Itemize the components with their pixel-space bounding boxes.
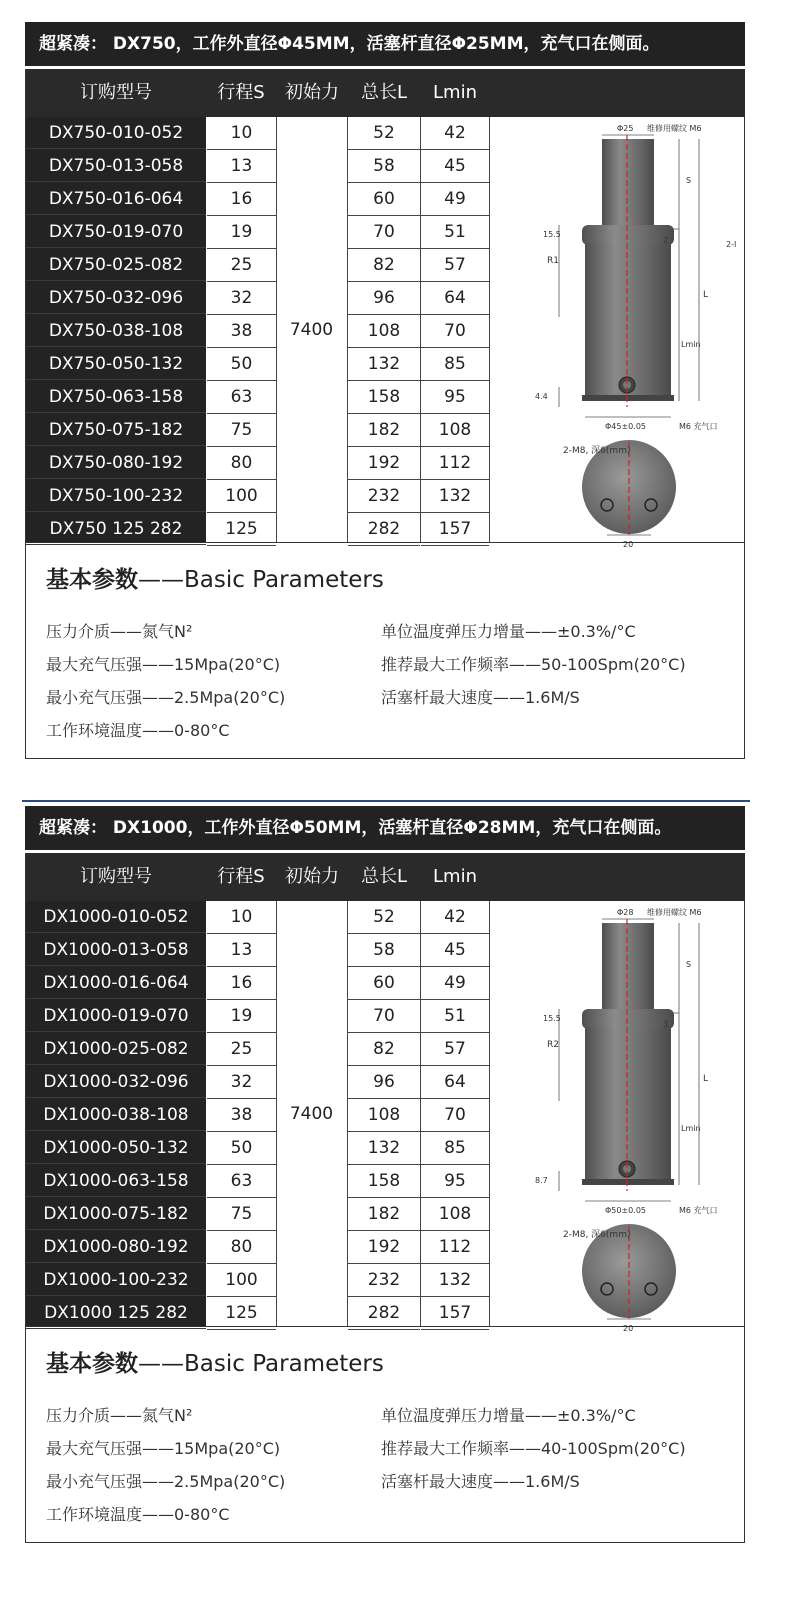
hole-spacing-label: 20 [623, 1324, 634, 1333]
side-label: 2-I [726, 240, 737, 249]
length-cell: 108 [348, 1099, 420, 1132]
lmin-cell: 49 [421, 183, 489, 216]
mount-holes-label: 2-M8, 深6(mm) [563, 446, 631, 456]
radius-label: R1 [547, 256, 559, 266]
length-cell: 132 [348, 348, 420, 381]
lmin-cell: 51 [421, 1000, 489, 1033]
model-cell: DX750-032-096 [26, 282, 206, 314]
bottom-dim-label: 8.7 [535, 1176, 548, 1185]
basic-parameters [25, 543, 745, 759]
length-cell: 96 [348, 1066, 420, 1099]
lmin-cell: 157 [421, 513, 489, 546]
stroke-cell: 63 [207, 381, 276, 414]
length-cell: 192 [348, 1231, 420, 1264]
stroke-cell: 16 [207, 967, 276, 1000]
stroke-cell: 80 [207, 447, 276, 480]
stroke-cell: 75 [207, 1198, 276, 1231]
model-cell: DX750-050-132 [26, 348, 206, 380]
stroke-cell: 63 [207, 1165, 276, 1198]
thread-label: 维修用螺纹 M6 [647, 124, 702, 133]
length-cell: 232 [348, 480, 420, 513]
length-cell: 52 [348, 117, 420, 150]
header-cell: 初始力 [285, 866, 339, 887]
model-cell: DX1000-050-132 [26, 1132, 206, 1164]
param-temp-increase: 单位温度弹压力增量——±0.3%/°C [381, 622, 636, 641]
header-cell: 初始力 [285, 82, 339, 103]
param-env-temp: 工作环境温度——0-80°C [46, 1505, 230, 1524]
thread-label: 维修用螺纹 M6 [647, 908, 702, 917]
stroke-cell: 13 [207, 934, 276, 967]
stroke-cell: 80 [207, 1231, 276, 1264]
model-cell: DX1000-013-058 [26, 934, 206, 966]
length-cell: 182 [348, 1198, 420, 1231]
header-cell: 行程S [217, 866, 265, 887]
param-max-frequency: 推荐最大工作频率——50-100Spm(20°C) [381, 655, 686, 674]
stroke-cell: 75 [207, 414, 276, 447]
length-cell: 132 [348, 1132, 420, 1165]
length-dim-label: L [703, 1074, 709, 1084]
cylinder-drawing [489, 117, 745, 549]
table-header [26, 69, 745, 117]
length-cell: 108 [348, 315, 420, 348]
dimension-diagram [489, 901, 745, 1333]
param-temp-increase: 单位温度弹压力增量——±0.3%/°C [381, 1406, 636, 1425]
lmin-cell: 64 [421, 1066, 489, 1099]
section-title: 超紧凑： DX750，工作外直径Φ45MM，活塞杆直径Φ25MM，充气口在侧面。 [25, 22, 745, 66]
stroke-cell: 50 [207, 1132, 276, 1165]
model-cell: DX750-016-064 [26, 183, 206, 215]
lmin-cell: 85 [421, 348, 489, 381]
param-max-frequency: 推荐最大工作频率——40-100Spm(20°C) [381, 1439, 686, 1458]
model-cell: DX1000-025-082 [26, 1033, 206, 1065]
initial-force-cell: 7400 [289, 1103, 334, 1124]
model-cell: DX1000-016-064 [26, 967, 206, 999]
stroke-cell: 10 [207, 901, 276, 934]
header-cell: Lmin [433, 866, 477, 887]
lmin-cell: 108 [421, 1198, 489, 1231]
hole-spacing-label: 20 [623, 540, 634, 549]
length-cell: 182 [348, 414, 420, 447]
length-cell: 192 [348, 447, 420, 480]
lmin-cell: 85 [421, 1132, 489, 1165]
param-env-temp: 工作环境温度——0-80°C [46, 721, 230, 740]
gap-dim-label: 3 [663, 1020, 669, 1029]
cylinder-side-view [559, 135, 699, 417]
stroke-dim-label: S [686, 176, 692, 185]
product-section-2 [25, 806, 745, 1543]
header-cell: 订购型号 [80, 866, 152, 887]
model-cell: DX1000-100-232 [26, 1264, 206, 1296]
product-section-1 [25, 22, 745, 759]
spec-table [25, 853, 745, 1333]
length-cell: 52 [348, 901, 420, 934]
model-cell: DX1000-063-158 [26, 1165, 206, 1197]
model-cell: DX1000-080-192 [26, 1231, 206, 1263]
model-cell: DX1000-019-070 [26, 1000, 206, 1032]
bottom-dim-label: 4.4 [535, 392, 548, 401]
length-cell: 70 [348, 1000, 420, 1033]
stroke-cell: 25 [207, 249, 276, 282]
stroke-cell: 32 [207, 282, 276, 315]
model-cell: DX750-013-058 [26, 150, 206, 182]
lmin-cell: 42 [421, 901, 489, 934]
section-divider [22, 800, 750, 802]
lmin-cell: 95 [421, 1165, 489, 1198]
header-cell: Lmin [433, 82, 477, 103]
param-medium: 压力介质——氮气N² [46, 1406, 193, 1425]
param-max-speed: 活塞杆最大速度——1.6M/S [381, 688, 580, 707]
body-diameter-label: Φ50±0.05 [605, 1206, 646, 1215]
lmin-cell: 132 [421, 1264, 489, 1297]
param-max-speed: 活塞杆最大速度——1.6M/S [381, 1472, 580, 1491]
stroke-cell: 125 [207, 1297, 276, 1330]
param-min-pressure: 最小充气压强——2.5Mpa(20°C) [46, 688, 286, 707]
rod-diameter-label: Φ28 [617, 908, 634, 917]
cylinder-drawing [489, 901, 745, 1333]
header-cell: 订购型号 [80, 82, 152, 103]
lmin-cell: 95 [421, 381, 489, 414]
header-cell: 总长L [360, 866, 408, 887]
gas-port-label: M6 充气口 [679, 422, 718, 431]
stroke-cell: 125 [207, 513, 276, 546]
section-title: 超紧凑： DX1000，工作外直径Φ50MM，活塞杆直径Φ28MM，充气口在侧面。 [25, 806, 745, 850]
stroke-cell: 25 [207, 1033, 276, 1066]
length-cell: 58 [348, 150, 420, 183]
basic-parameters [25, 1327, 745, 1543]
lmin-cell: 45 [421, 150, 489, 183]
length-cell: 158 [348, 1165, 420, 1198]
length-cell: 60 [348, 967, 420, 1000]
model-cell: DX1000-038-108 [26, 1099, 206, 1131]
length-cell: 282 [348, 1297, 420, 1330]
length-cell: 158 [348, 381, 420, 414]
height-dim-label: 15.5 [543, 1014, 561, 1023]
lmin-cell: 64 [421, 282, 489, 315]
stroke-cell: 100 [207, 1264, 276, 1297]
length-cell: 82 [348, 249, 420, 282]
length-cell: 58 [348, 934, 420, 967]
lmin-cell: 49 [421, 967, 489, 1000]
param-max-pressure: 最大充气压强——15Mpa(20°C) [46, 1439, 281, 1458]
model-cell: DX750-080-192 [26, 447, 206, 479]
params-title: 基本参数——Basic Parameters [46, 1351, 384, 1377]
lmin-cell: 51 [421, 216, 489, 249]
lmin-cell: 112 [421, 1231, 489, 1264]
stroke-cell: 19 [207, 216, 276, 249]
stroke-cell: 38 [207, 1099, 276, 1132]
model-cell: DX750-100-232 [26, 480, 206, 512]
length-cell: 282 [348, 513, 420, 546]
dimension-diagram [489, 117, 745, 549]
stroke-cell: 32 [207, 1066, 276, 1099]
length-dim-label: L [703, 290, 709, 300]
body-diameter-label: Φ45±0.05 [605, 422, 646, 431]
model-cell: DX750-063-158 [26, 381, 206, 413]
length-cell: 96 [348, 282, 420, 315]
stroke-cell: 19 [207, 1000, 276, 1033]
lmin-cell: 112 [421, 447, 489, 480]
cylinder-side-view [559, 919, 699, 1201]
header-cell: 总长L [360, 82, 408, 103]
length-cell: 82 [348, 1033, 420, 1066]
model-cell: DX750-025-082 [26, 249, 206, 281]
model-cell: DX750-038-108 [26, 315, 206, 347]
param-min-pressure: 最小充气压强——2.5Mpa(20°C) [46, 1472, 286, 1491]
length-cell: 70 [348, 216, 420, 249]
lmin-cell: 70 [421, 1099, 489, 1132]
model-cell: DX750 125 282 [26, 513, 206, 545]
lmin-cell: 108 [421, 414, 489, 447]
param-max-pressure: 最大充气压强——15Mpa(20°C) [46, 655, 281, 674]
rod-diameter-label: Φ25 [617, 124, 634, 133]
params-title: 基本参数——Basic Parameters [46, 567, 384, 593]
stroke-cell: 100 [207, 480, 276, 513]
model-cell: DX1000-032-096 [26, 1066, 206, 1098]
table-header [26, 853, 745, 901]
length-cell: 60 [348, 183, 420, 216]
model-cell: DX1000-010-052 [26, 901, 206, 933]
lmin-cell: 42 [421, 117, 489, 150]
lmin-cell: 57 [421, 1033, 489, 1066]
radius-label: R2 [547, 1040, 559, 1050]
stroke-cell: 38 [207, 315, 276, 348]
gap-dim-label: 2 [663, 236, 669, 245]
model-cell: DX750-075-182 [26, 414, 206, 446]
stroke-cell: 13 [207, 150, 276, 183]
length-cell: 232 [348, 1264, 420, 1297]
lmin-cell: 57 [421, 249, 489, 282]
params-title-en: ——Basic Parameters [138, 1351, 384, 1377]
stroke-cell: 50 [207, 348, 276, 381]
gas-port-label: M6 充气口 [679, 1206, 718, 1215]
param-medium: 压力介质——氮气N² [46, 622, 193, 641]
spec-table [25, 69, 745, 549]
lmin-cell: 132 [421, 480, 489, 513]
lmin-dim-label: Lmin [681, 340, 701, 349]
mount-holes-label: 2-M8, 深6(mm) [563, 1230, 631, 1240]
stroke-cell: 16 [207, 183, 276, 216]
stroke-cell: 10 [207, 117, 276, 150]
lmin-cell: 70 [421, 315, 489, 348]
stroke-dim-label: S [686, 960, 692, 969]
model-cell: DX750-010-052 [26, 117, 206, 149]
lmin-cell: 157 [421, 1297, 489, 1330]
params-title-en: ——Basic Parameters [138, 567, 384, 593]
model-cell: DX1000-075-182 [26, 1198, 206, 1230]
lmin-cell: 45 [421, 934, 489, 967]
initial-force-cell: 7400 [289, 319, 334, 340]
height-dim-label: 15.5 [543, 230, 561, 239]
model-cell: DX750-019-070 [26, 216, 206, 248]
lmin-dim-label: Lmin [681, 1124, 701, 1133]
header-cell: 行程S [217, 82, 265, 103]
model-cell: DX1000 125 282 [26, 1297, 206, 1329]
